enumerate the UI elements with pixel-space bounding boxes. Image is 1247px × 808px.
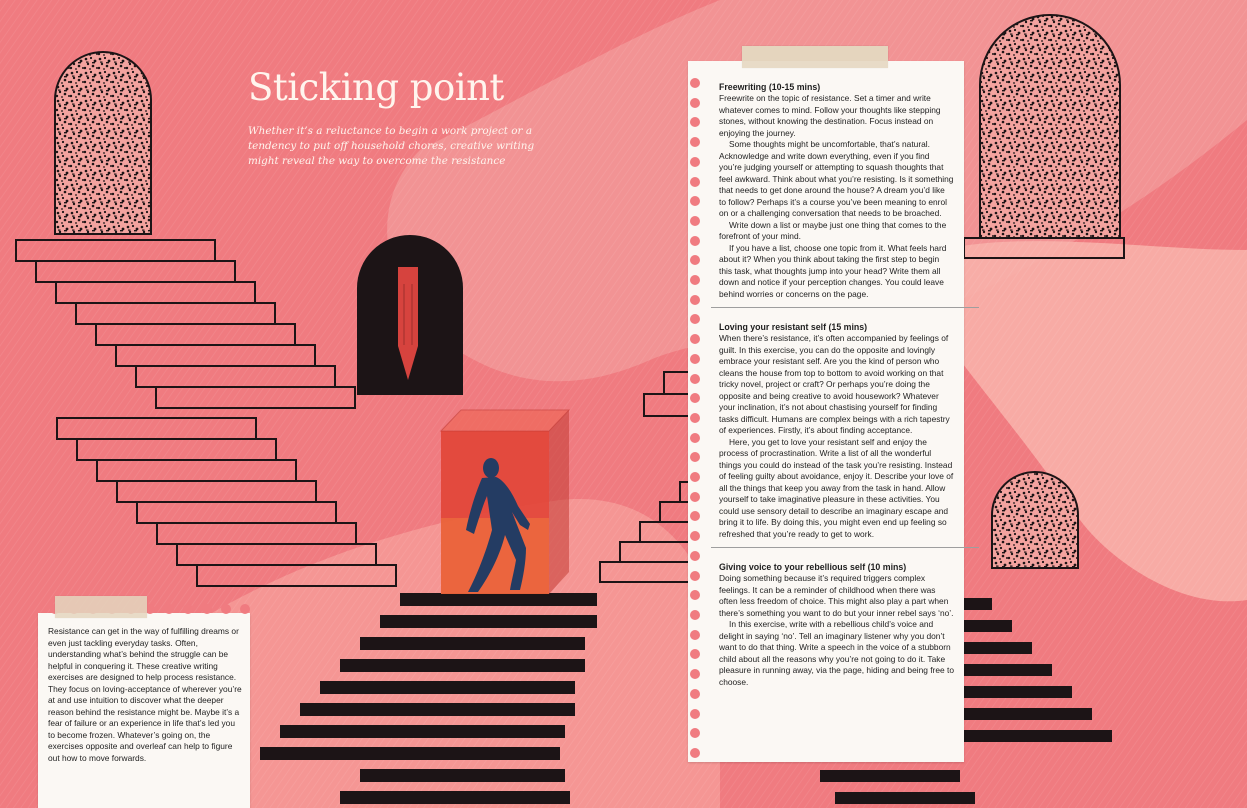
exercise-paragraph: Write down a list or maybe just one thing that comes to the forefront of your mind.	[719, 219, 947, 241]
binding-hole	[690, 452, 700, 462]
binding-hole	[690, 117, 700, 127]
exercise-paragraph: Doing something because it’s required triggers complex feelings. It can be a reminder of childhood when there was often less freedom of choice. This might also play a part when there’s something you want to do but your inner rebel says ‘no’.	[719, 573, 954, 618]
binding-hole	[690, 669, 700, 679]
binding-hole	[690, 551, 700, 561]
exercise-paragraph: When there’s resistance, it’s often accompanied by feelings of guilt. In this exercise, you can do the opposite and lovingly embrace your resistant self. Are you the kind of person who cleans the house from top to bottom to avoid working on that tricky novel, project or craft? Or perhaps you’re doing the opposite and being creative to avoid housework? Whatever your inclination, it’s not about chastising yourself for finding tasks difficult. Humans are complex beings with a rich tapestry of experiences. Firstly, it’s about finding acceptance.	[719, 333, 950, 435]
binding-hole	[164, 604, 174, 614]
binding-hole	[202, 604, 212, 614]
intro-note	[38, 613, 250, 808]
binding-hole	[690, 98, 700, 108]
intro-note-body	[48, 626, 244, 764]
intro-paragraph: Resistance can get in the way of fulfilling dreams or even just tackling everyday tasks. Often, understanding what’s behind the struggle can be helpful in conquering it. These creative writing exercises are designed to help process resistance. They focus on loving-acceptance of wherever you’re at and use intuition to discover what the deeper reason behind the resistance might be. Maybe it’s a fear of failure or an experience in life that’s led you to become frozen. Whatever’s going on, the exercises opposite and overleaf can help to figure out how to move forwards.	[48, 626, 242, 763]
exercise-section	[719, 81, 954, 300]
arch-window-icon	[980, 15, 1120, 238]
binding-hole	[690, 374, 700, 384]
exercises-list	[719, 81, 954, 688]
binding-hole	[690, 157, 700, 167]
binding-hole	[690, 728, 700, 738]
binding-hole	[690, 472, 700, 482]
section-divider	[711, 307, 979, 308]
binding-hole	[690, 630, 700, 640]
binding-hole	[690, 433, 700, 443]
tape-strip	[55, 596, 147, 618]
exercise-paragraph: Freewrite on the topic of resistance. Set a timer and write whatever comes to mind. Follow your thoughts like stepping stones, without knowing the destination. Focus instead on enjoying the journey.	[719, 93, 941, 138]
binding-hole	[690, 511, 700, 521]
binding-hole	[690, 354, 700, 364]
binding-hole	[690, 137, 700, 147]
exercise-heading: Giving voice to your rebellious self (10 mins)	[719, 562, 907, 572]
tape-strip	[742, 46, 888, 68]
exercise-paragraph: If you have a list, choose one topic from it. What feels hard about it? When you think about taking the first step to begin this task, what thoughts jump into your head? Write them all down and notice if your perception changes. You could leave behind worries or concerns on the page.	[719, 242, 947, 299]
pencil-icon	[357, 235, 463, 395]
binding-hole	[183, 604, 193, 614]
exercise-paragraph: In this exercise, write with a rebellious child’s voice and delight in saying ‘no’. Tell an imaginary listener why you don’t want to do that thing. Write a speech in the voice of a stubborn child about all the reasons why you’re not going to do it. Take pleasure in running away, via the page, hiding and being free to choose.	[719, 619, 954, 687]
section-divider	[711, 547, 979, 548]
page-title: Sticking point	[248, 66, 504, 109]
binding-hole	[690, 78, 700, 88]
binding-hole	[690, 196, 700, 206]
binding-hole	[690, 314, 700, 324]
binding-hole	[690, 492, 700, 502]
exercise-section	[719, 561, 954, 688]
binding-hole	[221, 604, 231, 614]
binding-hole	[690, 236, 700, 246]
binding-hole	[690, 649, 700, 659]
binding-hole	[690, 177, 700, 187]
walking-figure-icon	[441, 410, 569, 594]
standfirst: Whether it’s a reluctance to begin a work project or a tendency to put off household chores, creative writing might reveal the way to overcome the resistance	[248, 125, 535, 167]
binding-hole	[690, 610, 700, 620]
exercise-paragraph: Some thoughts might be uncomfortable, that’s natural. Acknowledge and write down everything, even if you find you’re judging yourself or attempting to squash thoughts that feel awkward. Think about what you’re resisting. Is it something that needs to get done around the house? A dream you’d like to follow? Perhaps it’s a course you’ve been meaning to enrol on or a challenging conversation that needs to be broached.	[719, 139, 954, 218]
binding-hole	[690, 413, 700, 423]
binding-hole	[690, 709, 700, 719]
binding-hole	[240, 604, 250, 614]
exercise-heading: Freewriting (10-15 mins)	[719, 82, 821, 92]
arch-window-icon	[55, 52, 151, 234]
binding-hole	[690, 275, 700, 285]
binding-holes	[690, 78, 700, 758]
binding-hole	[690, 216, 700, 226]
binding-hole	[690, 689, 700, 699]
exercises-note	[688, 61, 964, 762]
binding-hole	[690, 393, 700, 403]
arch-window-icon	[992, 472, 1078, 568]
exercise-paragraph: Here, you get to love your resistant self and enjoy the process of procrastination. Write a list of all the wonderful things you could do instead of the task you’re resisting. Instead of feeling guilty about avoidance, enjoy it. Describe your love of all the things that keep you away from the task in hand. Allow yourself to take imaginative pleasure in these activities. You could use sensory detail to describe an imaginary escape and bring it to life. By doing this, you might even end up feeling so refreshed that you’re ready to get to work.	[719, 436, 954, 539]
binding-hole	[690, 255, 700, 265]
exercise-section	[719, 321, 954, 540]
binding-hole	[690, 748, 700, 758]
binding-hole	[690, 295, 700, 305]
exercise-heading: Loving your resistant self (15 mins)	[719, 322, 868, 332]
binding-hole	[690, 571, 700, 581]
binding-hole	[690, 590, 700, 600]
binding-hole	[690, 531, 700, 541]
binding-hole	[690, 334, 700, 344]
